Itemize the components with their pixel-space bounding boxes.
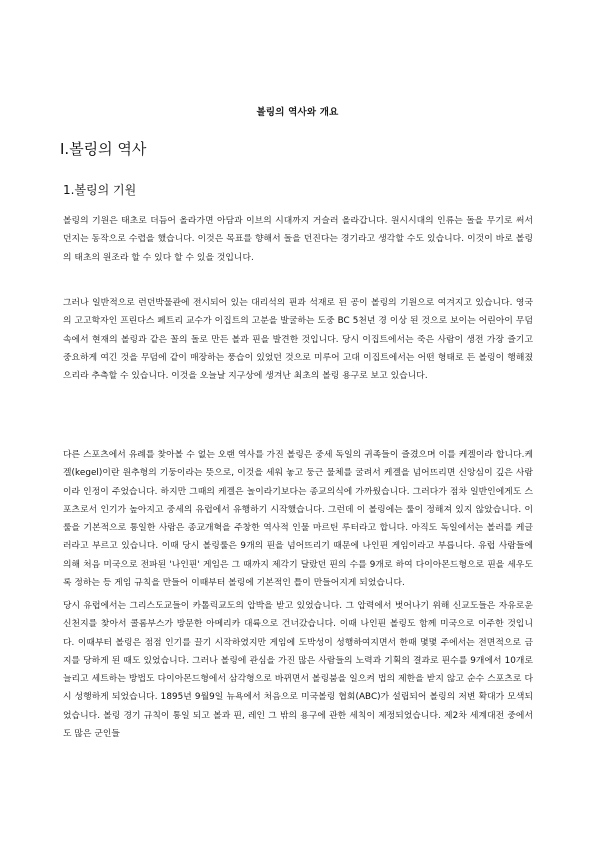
paragraph-origin-prehistory: 볼링의 기원은 태초로 더듬어 올라가면 아담과 이브의 시대까지 거슬러 올라갑니다. 원시시대의 인류는 돌을 무기로 써서 던지는 동작으로 수렵을 했습니다. 이것은 목표를 향해서 돌을 던진다는 경기라고 생각할 수도 있습니다. 이것이 바로 볼링의 태초의 원조라 할 수 있다 할 수 있을 것입니다. bbox=[63, 216, 533, 263]
document-title: 볼링의 역사와 개요 bbox=[256, 107, 339, 118]
paragraph-origin-egypt: 그러나 일반적으로 런던박물관에 전시되어 있는 대리석의 핀과 석재로 된 공이 볼링의 기원으로 여겨지고 있습니다. 영국의 고고학자인 프린다스 페트리 교수가 이집트의 고분을 발굴하는 도중 BC 5천년 경 이상 된 것으로 보이는 어린아이 무덤 속에서 현재의 볼링과 같은 꼴의 돌로 만든 볼과 핀을 발견한 것입니다. 당시 이집트에서는 죽은 사람이 생전 가장 즐기고 중요하게 여긴 것을 무덤에 같이 매장하는 풍습이 있었던 것으로 미루어 고대 이집트에서는 어떤 형태로 든 볼링이 행해졌으리라 추측할 수 있습니다. 이것을 오늘날 지구상에 생겨난 최초의 볼링 용구로 보고 있습니다. bbox=[63, 298, 533, 382]
paragraph-origin-america: 당시 유럽에서는 그리스도교들이 카톨릭교도의 압박을 받고 있었습니다. 그 압력에서 벗어나기 위해 신교도들은 자유로운 신천지를 찾아서 콜롬부스가 방문한 아메리카 대륙으로 건너갔습니다. 이때 나인핀 볼링도 함께 미국으로 이주한 것입니다. 이때부터 볼링은 점점 인기를 끌기 시작하였지만 게임에 도박성이 성행하여지면서 한때 몇몇 주에서는 전면적으로 금지를 당하게 된 때도 있었습니다. 그러나 볼링에 관심을 가진 많은 사람들의 노력과 기획의 결과로 핀수를 9개에서 10개로 늘리고 세트하는 방법도 다이아몬드형에서 삼각형으로 바뀌면서 볼링붐을 일으켜 법의 제한을 받지 않고 순수 스포츠로 다시 성행하게 되었습니다. 1895년 9월9일 뉴욕에서 처음으로 미국볼링 협회(ABC)가 설립되어 볼링의 저변 확대가 모색되었습니다. 볼링 경기 규칙이 통일 되고 볼과 핀, 레인 그 밖의 용구에 관한 세칙이 제정되었습니다. 제2차 세계대전 중에서도 많은 군인들 bbox=[63, 601, 533, 740]
section-heading: 1.볼링의 기원 bbox=[63, 183, 137, 197]
chapter-heading: Ⅰ.볼링의 역사 bbox=[60, 140, 147, 158]
paragraph-origin-kegel: 다른 스포츠에서 유례를 찾아볼 수 없는 오랜 역사를 가진 볼링은 중세 독일의 귀족들이 즐겼으며 이를 케겔이라 합니다.케겔(kegel)이란 원추형의 기둥이라는 뜻으로, 이것을 세워 놓고 둥근 물체를 굴려서 케겔을 넘어뜨리면 신앙심이 깊은 사람이라 인정이 주었습니다. 하지만 그때의 케겔은 놀이라기보다는 종교의식에 가까웠습니다. 그러다가 점차 일반인에게도 스포츠로서 인기가 높아지고 중세의 유럽에서 유행하기 시작했습니다. 그런데 이 볼링에는 룰이 정해져 있지 않았습니다. 이 룰을 기본적으로 통일한 사람은 종교개혁을 주창한 역사적 인물 마르틴 루터라고 합니다. 아직도 독일에서는 볼러를 케글러라고 부르고 있습니다. 이때 당시 볼링룰은 9개의 핀을 넘어뜨리기 때문에 나인핀 게임이라고 부릅니다. 유럽 사람들에 의해 처음 미국으로 전파된 '나인핀' 게임은 그 때까지 제각기 달랐던 핀의 수를 9개로 하여 다이아몬드형으로 핀을 세우도록 정하는 등 게임 규칙을 만들어 이때부터 볼링에 기본적인 틀이 만들어지게 되었습니다. bbox=[63, 450, 533, 589]
